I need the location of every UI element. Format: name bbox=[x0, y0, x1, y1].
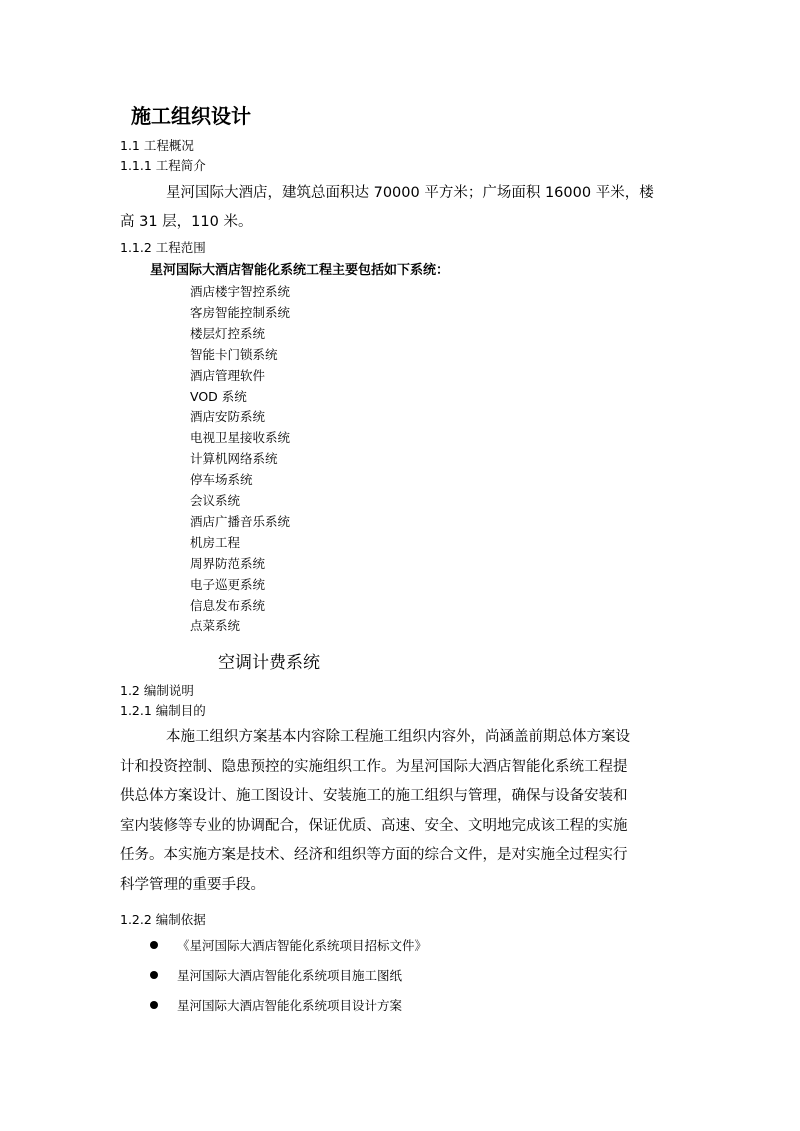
basis-item: 星河国际大酒店智能化系统项目施工图纸 bbox=[177, 968, 403, 983]
heading-1-2-1: 1.2.1 编制目的 bbox=[120, 703, 206, 718]
heading-1-1-2: 1.1.2 工程范围 bbox=[120, 240, 206, 255]
purpose-line: 任务。本实施方案是技术、经济和组织等方面的综合文件，是对实施全过程实行 bbox=[120, 847, 628, 864]
system-item: 点菜系统 bbox=[190, 618, 241, 634]
bullet-icon bbox=[150, 1001, 158, 1009]
purpose-line: 科学管理的重要手段。 bbox=[120, 877, 265, 893]
system-item: 电视卫星接收系统 bbox=[190, 430, 291, 446]
heading-1-1-1: 1.1.1 工程简介 bbox=[120, 158, 206, 173]
basis-item: 星河国际大酒店智能化系统项目设计方案 bbox=[177, 998, 403, 1013]
purpose-line: 供总体方案设计、施工图设计、安装施工的施工组织与管理，确保与设备安装和 bbox=[120, 788, 628, 805]
page-title: 施工组织设计 bbox=[131, 104, 251, 128]
system-item: 电子巡更系统 bbox=[190, 576, 266, 592]
bullet-icon bbox=[150, 971, 158, 979]
heading-1-2-2: 1.2.2 编制依据 bbox=[120, 912, 206, 927]
heading-1-2: 1.2 编制说明 bbox=[120, 683, 194, 698]
system-item: 周界防范系统 bbox=[190, 555, 266, 571]
system-item: 智能卡门锁系统 bbox=[190, 346, 278, 362]
bullet-icon bbox=[150, 941, 158, 949]
heading-1-1: 1.1 工程概况 bbox=[120, 138, 194, 153]
system-item: 信息发布系统 bbox=[190, 597, 266, 613]
system-item: 计算机网络系统 bbox=[190, 451, 278, 467]
system-item: VOD 系统 bbox=[190, 388, 247, 404]
basis-item: 《星河国际大酒店智能化系统项目招标文件》 bbox=[177, 938, 428, 953]
system-item: 酒店安防系统 bbox=[190, 409, 266, 425]
purpose-line: 室内装修等专业的协调配合，保证优质、高速、安全、文明地完成该工程的实施 bbox=[120, 817, 628, 834]
system-item: 酒店管理软件 bbox=[190, 367, 266, 383]
system-item: 机房工程 bbox=[190, 534, 241, 550]
system-item: 酒店楼宇智控系统 bbox=[190, 284, 291, 299]
purpose-line: 本施工组织方案基本内容除工程施工组织内容外，尚涵盖前期总体方案设 bbox=[166, 729, 630, 745]
system-item: 会议系统 bbox=[190, 493, 241, 508]
system-item: 停车场系统 bbox=[190, 472, 253, 488]
scope-lead: 星河国际大酒店智能化系统工程主要包括如下系统： bbox=[150, 263, 450, 278]
system-item: 酒店广播音乐系统 bbox=[190, 513, 291, 529]
system-item: 客房智能控制系统 bbox=[190, 304, 291, 320]
system-item: 楼层灯控系统 bbox=[190, 325, 266, 341]
intro-line-1: 星河国际大酒店，建筑总面积达 70000 平方米；广场面积 16000 平米，楼 bbox=[166, 185, 654, 201]
intro-line-2: 高 31 层，110 米。 bbox=[120, 214, 253, 230]
purpose-line: 计和投资控制、隐患预控的实施组织工作。为星河国际大酒店智能化系统工程提 bbox=[120, 758, 628, 775]
extra-system: 空调计费系统 bbox=[218, 653, 320, 673]
